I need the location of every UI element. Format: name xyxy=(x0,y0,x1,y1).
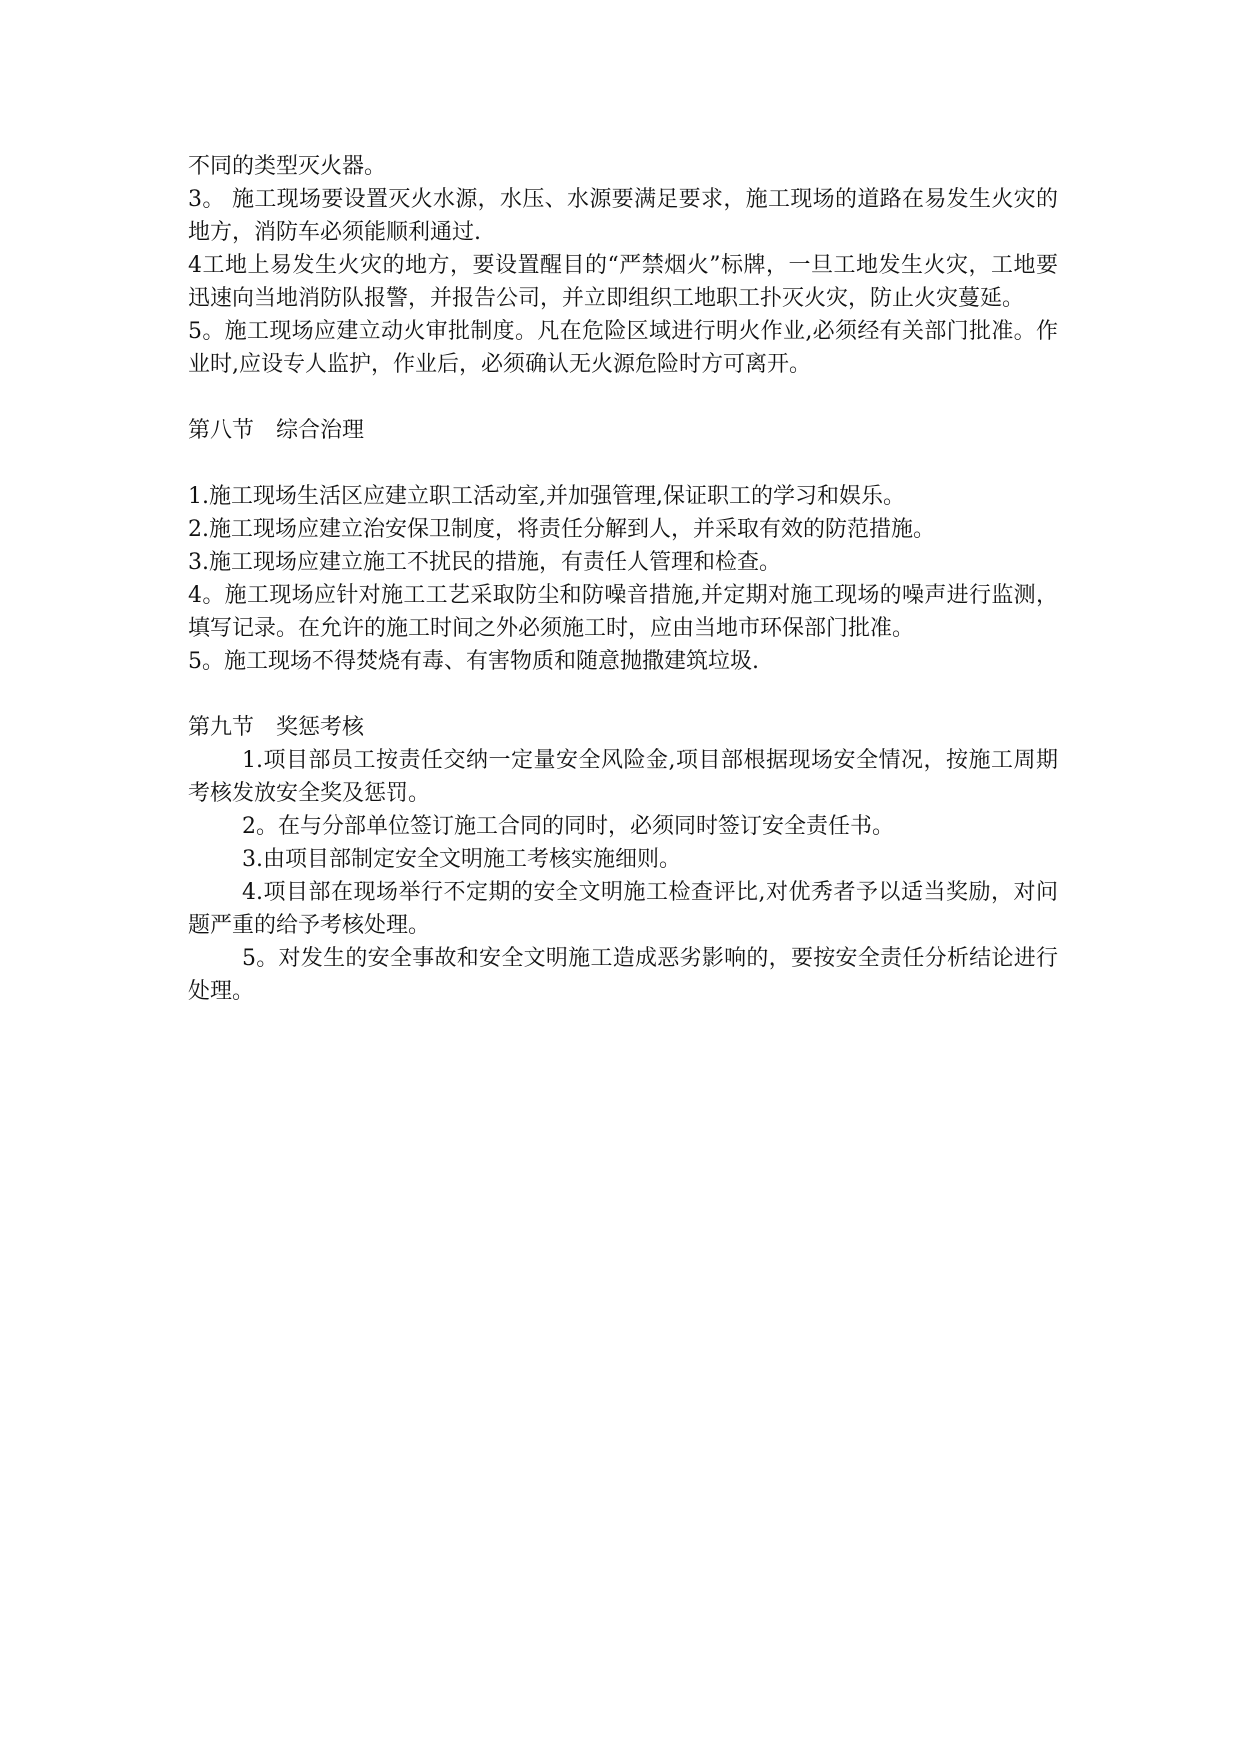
fire-section-item-3: 3。 施工现场要设置灭火水源，水压、水源要满足要求，施工现场的道路在易发生火灾的地方，消防车必须能顺利通过. xyxy=(188,187,1058,245)
spacer xyxy=(188,678,1058,711)
spacer xyxy=(188,381,1058,414)
section-9-item: 4.项目部在现场举行不定期的安全文明施工检查评比,对优秀者予以适当奖励，对问题严重的给予考核处理。 xyxy=(188,880,1058,938)
fire-section-line: 不同的类型灭火器。 xyxy=(188,154,387,179)
section-8-item: 2.施工现场应建立治安保卫制度，将责任分解到人，并采取有效的防范措施。 xyxy=(188,517,935,542)
section-9-item: 3.由项目部制定安全文明施工考核实施细则。 xyxy=(242,847,681,872)
section-8-item: 4。施工现场应针对施工工艺采取防尘和防噪音措施,并定期对施工现场的噪声进行监测，填写记录。在允许的施工时间之外必须施工时，应由当地市环保部门批准。 xyxy=(188,583,1058,641)
fire-section-item-4: 4工地上易发生火灾的地方，要设置醒目的“严禁烟火”标牌，一旦工地发生火灾，工地要迅速向当地消防队报警，并报告公司，并立即组织工地职工扑灭火灾，防止火灾蔓延。 xyxy=(188,253,1058,311)
section-8-item: 1.施工现场生活区应建立职工活动室,并加强管理,保证职工的学习和娱乐。 xyxy=(188,484,905,509)
document-body xyxy=(188,150,1058,1008)
section-8-heading: 第八节 综合治理 xyxy=(188,418,365,443)
section-9-item: 1.项目部员工按责任交纳一定量安全风险金,项目部根据现场安全情况，按施工周期考核发放安全奖及惩罚。 xyxy=(188,748,1058,806)
spacer xyxy=(188,447,1058,480)
section-9-item: 5。对发生的安全事故和安全文明施工造成恶劣影响的，要按安全责任分析结论进行处理。 xyxy=(188,946,1058,1004)
section-9-item: 2。在与分部单位签订施工合同的同时，必须同时签订安全责任书。 xyxy=(242,814,894,839)
section-9-heading: 第九节 奖惩考核 xyxy=(188,715,365,740)
section-8-item: 3.施工现场应建立施工不扰民的措施，有责任人管理和检查。 xyxy=(188,550,781,575)
section-8-item: 5。施工现场不得焚烧有毒、有害物质和随意抛撒建筑垃圾. xyxy=(188,649,759,674)
fire-section-item-5: 5。施工现场应建立动火审批制度。凡在危险区域进行明火作业,必须经有关部门批准。作业时,应设专人监护，作业后，必须确认无火源危险时方可离开。 xyxy=(188,319,1058,377)
